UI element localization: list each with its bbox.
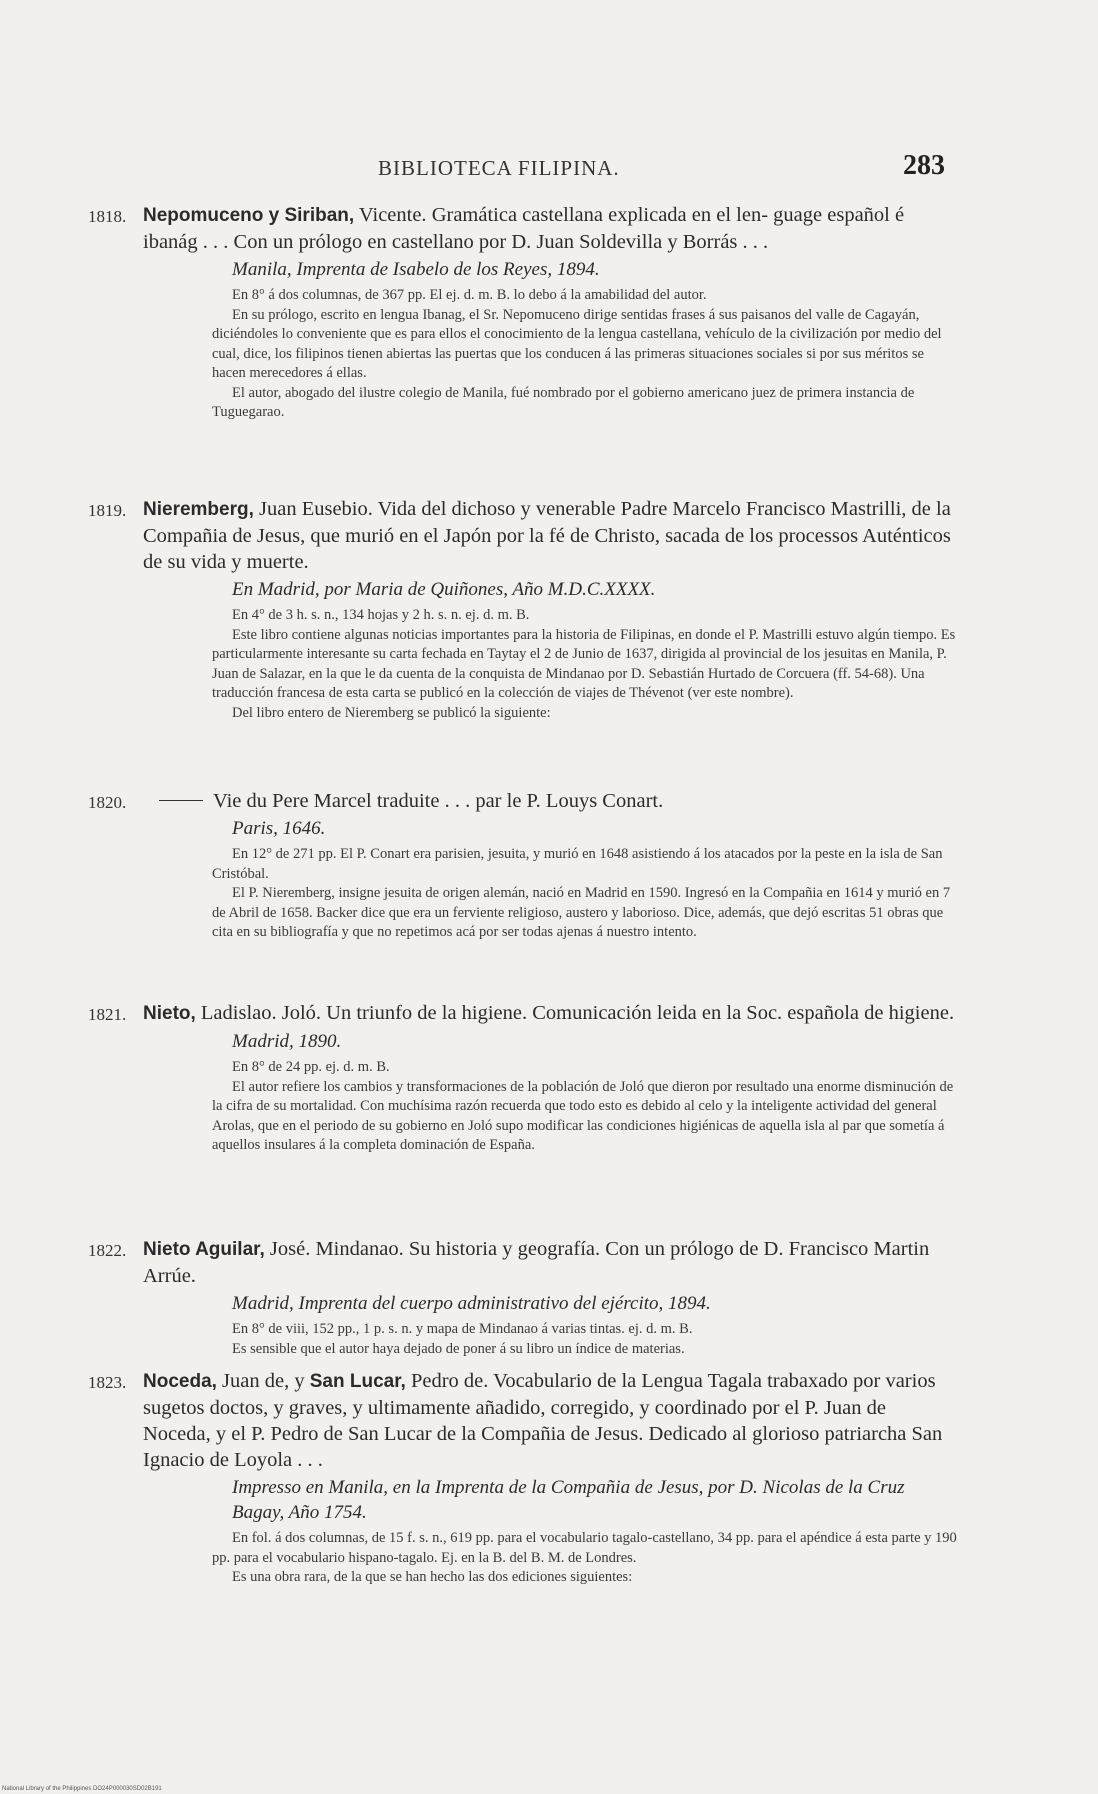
- entry-heading: [0, 202, 1098, 255]
- page-header: [0, 150, 1098, 190]
- entry-title-1: Vida del dichoso y venerable Padre Marcelo: [377, 498, 741, 520]
- entry-1822: [0, 1236, 1098, 1359]
- entry-note: En 8° á dos columnas, de 367 pp. El ej. d. m. B. lo debo á la amabilidad del autor.: [232, 287, 707, 303]
- entry-author: Noceda,: [143, 1371, 217, 1392]
- entry-title-3: Soldevilla y Borrás . . .: [579, 231, 769, 253]
- entry-title-5: Ignacio de Loyola . . .: [143, 1449, 323, 1471]
- entry-author-rest: Vicente.: [358, 204, 427, 226]
- entry-number: 1820.: [88, 793, 127, 812]
- entry-note: En 4° de 3 h. s. n., 134 hojas y 2 h. s. n. ej. d. m. B.: [232, 607, 530, 623]
- entry-heading: [0, 1368, 1098, 1473]
- entry-heading: [0, 1236, 1098, 1289]
- entry-note: El autor, abogado del ilustre colegio de Manila, fué nombrado por el gobierno americano juez de primera instancia de Tuguegarao.: [212, 384, 915, 420]
- entry-title-1: Gramática castellana explicada en el len-: [431, 204, 769, 226]
- ditto-dash: [159, 800, 203, 801]
- entry-imprint: En Madrid, por Maria de Quiñones, Año M.D.C.XXXX.: [232, 579, 656, 600]
- entry-note: Es sensible que el autor haya dejado de poner á su libro un índice de materias.: [232, 1340, 685, 1357]
- entry-title-1: Joló. Un triunfo de la higiene. Comunicación leida en: [281, 1002, 722, 1024]
- entry-title-1: Mindanao. Su historia y geografía. Con un prólogo: [315, 1238, 734, 1260]
- entry-title-2: guage español é ibanág . . . Con un prólogo en castellano por D. Juan: [143, 204, 905, 253]
- entry-note: En 8° de viii, 152 pp., 1 p. s. n. y mapa de Mindanao á varias tintas. ej. d. m. B.: [232, 1321, 693, 1337]
- entry-author-rest: Ladislao.: [200, 1002, 277, 1024]
- entry-1820: [0, 788, 1098, 943]
- entry-title-4: Lucar de la Compañia de Jesus. Dedicado al glorioso patriarcha San: [383, 1423, 943, 1445]
- entry-number: 1822.: [88, 1241, 127, 1260]
- entry-title-2: Francisco Mastrilli, de la Compañia de Jesus, que murió en el Japón por: [143, 498, 951, 547]
- entry-note: El P. Nieremberg, insigne jesuita de origen alemán, nació en Madrid en 1590. Ingresó en la Compañia en 1614 y murió en 7 de Abril de 1658. Backer dice que era un ferviente religioso, austero y laborioso. Dice, además, que dejó escritas 51 obras que cita en su bibliografía y que no repetimos acá por ser todas ajenas á nuestro intento.: [212, 885, 951, 940]
- entry-note: El autor refiere los cambios y transformaciones de la población de Joló que dieron por resultado una enorme disminución de la cifra de su mortalidad. Con muchísima razón recuerda que todo esto es debido al celo y la inteligente actividad del general Arolas, que en el periodo de su gobierno en Joló supo modificar las condiciones higiénicas de aquella isla al par que sometía á aquellos insulares á la completa dominación de España.: [212, 1078, 954, 1153]
- entry-title-2: la Soc. española de higiene.: [726, 1002, 955, 1024]
- entry-author-rest: Juan de, y: [222, 1370, 305, 1392]
- entry-author: Nieto,: [143, 1003, 196, 1024]
- entry-imprint: Madrid, Imprenta del cuerpo administrativo del ejército, 1894.: [232, 1293, 711, 1314]
- entry-1823: [0, 1368, 1098, 1588]
- entry-heading: [0, 496, 1098, 575]
- entry-note: En 12° de 271 pp. El P. Conart era parisien, jesuita, y murió en 1648 asistiendo á los atacados por la peste en la isla de San Cristóbal.: [212, 846, 943, 882]
- entry-title-1: Vie du Pere Marcel traduite . . . par le P. Louys Conart.: [213, 790, 664, 812]
- entry-author-2-rest: Pedro de.: [410, 1370, 489, 1392]
- entry-heading: [0, 1000, 1098, 1027]
- entry-note: Este libro contiene algunas noticias importantes para la historia de Filipinas, en donde el P. Mastrilli estuvo algún tiempo. Es particularmente interesante su carta fechada en Taytay el 2 de Junio de 1637, dirigida al provincial de los jesuitas en Manila, P. Juan de Salazar, en la que le da cuenta de la conquista de Mindanao por D. Sebastián Hurtado de Corcuera (ff. 54-68). Una traducción francesa de esta carta se publicó en la colección de viajes de Thévenot (ver este nombre).: [212, 626, 956, 701]
- entry-number: 1819.: [88, 501, 127, 520]
- scan-credit: National Library of the Philippines DO24P000030SD02B191: [2, 1786, 162, 1792]
- entry-title-3: la fé de Christo, sacada de los processos Auténticos de su vida y muerte.: [143, 525, 951, 573]
- entry-1819: [0, 496, 1098, 723]
- entry-author-rest: José.: [269, 1238, 311, 1260]
- entry-author: Nieremberg,: [143, 499, 254, 520]
- entry-note: Es una obra rara, de la que se han hecho las dos ediciones siguientes:: [232, 1569, 633, 1585]
- entry-number: 1821.: [88, 1005, 127, 1024]
- entry-author: Nieto Aguilar,: [143, 1239, 265, 1260]
- entry-imprint: Impresso en Manila, en la Imprenta de la Compañia de Jesus, por D. Nicolas de la Cruz Bagay, Año 1754.: [232, 1477, 905, 1523]
- entry-heading: [0, 788, 1098, 814]
- entry-imprint: Manila, Imprenta de Isabelo de los Reyes, 1894.: [232, 259, 600, 280]
- entry-imprint: Paris, 1646.: [232, 818, 326, 839]
- entry-author-2: San Lucar,: [309, 1371, 406, 1392]
- entry-1818: [0, 202, 1098, 423]
- entry-title-1: Vocabulario de la Lengua Tagala: [493, 1370, 762, 1392]
- entry-note: Del libro entero de Nieremberg se publicó la siguiente:: [232, 704, 551, 721]
- page-number: 283: [903, 150, 945, 181]
- running-title: BIBLIOTECA FILIPINA.: [378, 156, 620, 180]
- entry-title-2: trabaxado por varios sugetos doctos, y graves, y ultimamente añadido,: [143, 1370, 936, 1419]
- entry-number: 1818.: [88, 207, 127, 226]
- entry-number: 1823.: [88, 1373, 127, 1392]
- entry-title-2: de D. Francisco Martin Arrúe.: [143, 1238, 930, 1287]
- entry-imprint: Madrid, 1890.: [232, 1031, 342, 1052]
- entry-title-3: corregido, y coordinado por el P. Juan de Noceda, y el P. Pedro de San: [143, 1397, 886, 1445]
- entry-1821: [0, 1000, 1098, 1156]
- entry-author-rest: Juan Eusebio.: [259, 498, 373, 520]
- entry-author: Nepomuceno y Siriban,: [143, 205, 355, 226]
- entry-note: En fol. á dos columnas, de 15 f. s. n., 619 pp. para el vocabulario tagalo-castellano, 34 pp. para el apéndice á esta parte y 190 pp. para el vocabulario hispano-tagalo. Ej. en la B. del B. M. de Londres.: [212, 1530, 957, 1566]
- entry-note: En 8° de 24 pp. ej. d. m. B.: [232, 1059, 390, 1075]
- entry-note: En su prólogo, escrito en lengua Ibanag, el Sr. Nepomuceno dirige sentidas frases á sus paisanos del valle de Cagayán, diciéndoles lo conveniente que es para ellos el conocimiento de la lengua castellana, vehículo de la civilización por medio del cual, dice, los filipinos tienen abiertas las puertas que los conducen á las primeras situaciones sociales si por sus méritos se hacen merecedores á ellas.: [212, 306, 942, 381]
